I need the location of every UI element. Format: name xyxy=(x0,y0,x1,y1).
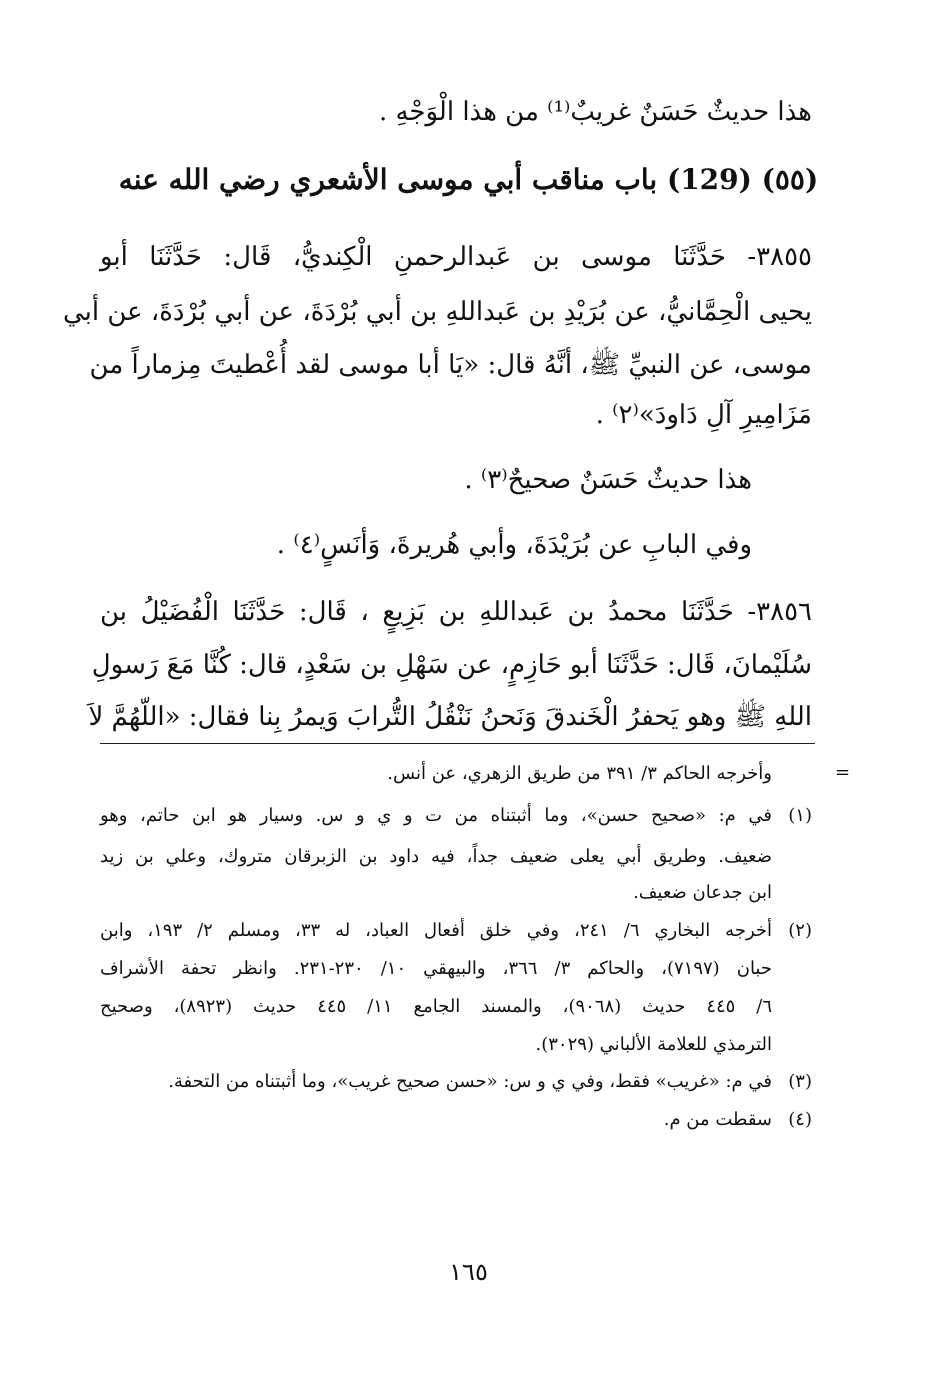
footnote-3-number: (٣) xyxy=(788,1071,812,1092)
footnote-separator xyxy=(100,743,815,744)
footnote-1-line-2: ضعيف. وطريق أبي يعلى ضعيف جداً، فيه داود بن الزبرقان متروك، وعلي بن زيد xyxy=(100,846,772,867)
hadith-3855-grade: هذا حديثٌ حَسَنٌ صحيحٌ⁽٣⁾ . xyxy=(464,465,752,495)
footnote-continuation: وأخرجه الحاكم ٣/ ٣٩١ من طريق الزهري، عن أنس. xyxy=(387,763,772,784)
page-number: ١٦٥ xyxy=(449,1258,488,1286)
hadith-3856-line-2: سُلَيْمانَ، قَال: حَدَّثَنَا أبو حَازِمٍ، عن سَهْلِ بن سَعْدٍ، قال: كُنَّا مَعَ رَسولِ xyxy=(91,650,812,680)
footnote-2-line-3: ٦/ ٤٤٥ حديث (٩٠٦٨)، والمسند الجامع ١١/ ٤٤٥ حديث (٨٩٢٣)، وصحيح xyxy=(100,996,773,1017)
footnote-2-line-2: حبان (٧١٩٧)، والحاكم ٣/ ٣٦٦، والبيهقي ١٠/ ٢٣٠-٢٣١. وانظر تحفة الأشراف xyxy=(100,958,772,979)
footnote-2-line-1: أخرجه البخاري ٦/ ٢٤١، وفي خلق أفعال العباد، له ٣٣، ومسلم ٢/ ١٩٣، وابن xyxy=(100,920,773,941)
footnote-4-number: (٤) xyxy=(788,1109,812,1130)
continuation-mark: = xyxy=(835,762,851,783)
hadith-3855-line-3: موسى، عن النبيِّ ﷺ، أنَّهُ قال: «يَا أبا موسى لقد أُعْطيتَ مِزماراً من xyxy=(89,350,812,380)
closing-grade-line: هذا حديثٌ حَسَنٌ غريبٌ⁽¹⁾ من هذا الْوَجْهِ . xyxy=(378,97,812,127)
hadith-3855-line-1: ٣٨٥٥- حَدَّثَنَا موسى بن عَبدالرحمنِ الْكِنديُّ، قَال: حَدَّثَنَا أبو xyxy=(100,242,812,272)
footnote-1-line-1: في م: «صحيح حسن»، وما أثبتناه من ت و ي و س. وسيار هو ابن حاتم، وهو xyxy=(100,805,772,826)
footnote-1-number: (١) xyxy=(788,805,812,826)
chapter-heading: (٥٥) (129) باب مناقب أبي موسى الأشعري رضي الله عنه xyxy=(118,163,819,196)
bab-note: وفي البابِ عن بُرَيْدَةَ، وأبي هُريرةَ، وَأنَسٍ⁽٤⁾ . xyxy=(276,530,752,560)
hadith-3856-line-1: ٣٨٥٦- حَدَّثَنَا محمدُ بن عَبداللهِ بن بَزِيعٍ ، قَال: حَدَّثَنَا الْفُضَيْلُ بن xyxy=(100,597,812,627)
hadith-3856-line-3: اللهِ ﷺ وهو يَحفرُ الْخَندقَ وَنَحنُ نَنْقُلُ التُّرابَ وَيمرُ بِنا فقال: «اللّهُمَّ لاَ xyxy=(88,702,812,732)
hadith-3855-line-2: يحيى الْحِمَّانيُّ، عن بُرَيْدِ بن عَبداللهِ بن أبي بُرْدَةَ، عن أبي بُرْدَةَ، عن أبي xyxy=(62,297,812,327)
footnote-2-line-4: الترمذي للعلامة الألباني (٣٠٢٩). xyxy=(535,1034,772,1055)
footnote-3-line-1: في م: «غريب» فقط، وفي ي و س: «حسن صحيح غريب»، وما أثبتناه من التحفة. xyxy=(168,1071,772,1092)
hadith-3855-line-4: مَزَامِيرِ آلِ دَاودَ»⁽٢⁾ . xyxy=(595,400,812,430)
footnote-4-line-1: سقطت من م. xyxy=(663,1109,772,1130)
footnote-1-line-3: ابن جدعان ضعيف. xyxy=(633,882,772,903)
footnote-2-number: (٢) xyxy=(788,920,812,941)
